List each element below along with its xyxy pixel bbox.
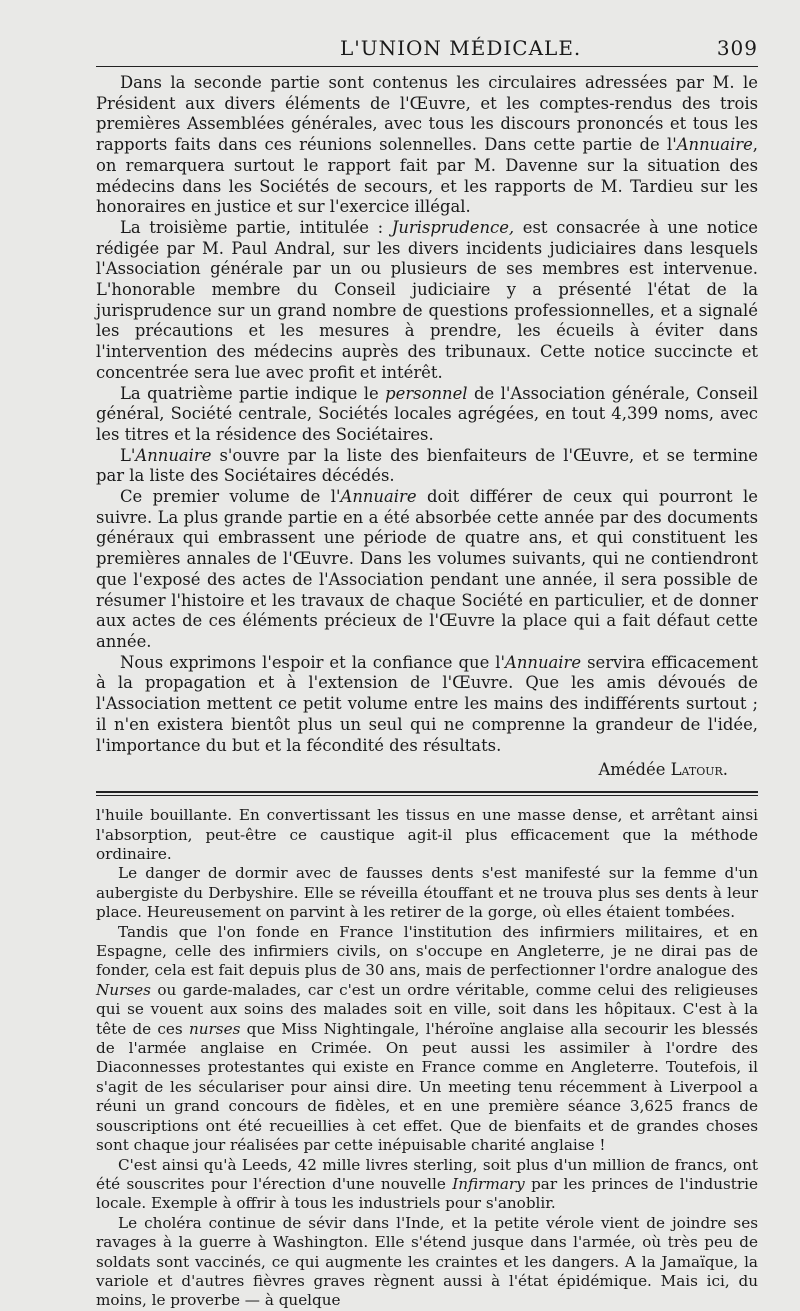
- text-span: Ce premier volume de l': [120, 487, 341, 507]
- text-span: de l'Association générale, Conseil général, Société centrale, Sociétés locales agrégées, en tout 4,399 noms, avec les titres et la résidence des Sociétaires.: [96, 383, 758, 444]
- article-paragraph: [96, 73, 758, 218]
- italic-title: Annuaire: [505, 652, 582, 672]
- author-signature: [96, 760, 728, 779]
- text-span: ou garde-malades, car c'est un ordre véritable, comme celui des religieuses qui se vouent aux soins des malades soit en ville, soit dans les hôpitaux. C'est à la tête de ces: [96, 980, 758, 1038]
- italic-word: Nurses: [96, 980, 151, 999]
- feuilleton-paragraph: [96, 1156, 758, 1214]
- italic-word: nurses: [188, 1019, 241, 1038]
- author-last-name: Latour.: [670, 760, 728, 780]
- text-span: que Miss Nightingale, l'héroïne anglaise alla secourir les blessés de l'armée anglaise en Crimée. On peut aussi les assimiler à l'ordre des Diaconnesses protestantes qui existe en France comme en Angleterre. Toutefois, il s'agit de les séculariser pour ainsi dire. Un meeting tenu récemment à Liverpool a réuni un grand concours de fidèles, et en une première séance 3,625 francs de souscriptions ont été recueillies à cet effet. Que de bienfaits et de grandes choses sont chaque jour réalisées par cette inépuisable charité anglaise !: [96, 1019, 758, 1155]
- text-span: L': [120, 445, 136, 465]
- text-span: doit différer de ceux qui pourront le suivre. La plus grande partie en a été absorbée cette année par des documents généraux qui embrassent une période de quatre ans, et qui constituent les premières annales de l'Œuvre. Dans les volumes suivants, qui ne contiendront que l'exposé des actes de l'Association pendant une année, il sera possible de résumer l'histoire et les travaux de chaque Société en particulier, et de donner aux actes de ces éléments précieux de l'Œuvre la place qui a fait défaut cette année.: [96, 487, 758, 651]
- text-span: C'est ainsi qu'à Leeds, 42 mille livres sterling, soit plus d'un million de francs, ont été souscrites pour l'érection d'une nouvelle: [96, 1155, 758, 1193]
- journal-title: L'UNION MÉDICALE.: [340, 36, 582, 60]
- feuilleton-paragraph: Le danger de dormir avec de fausses dents s'est manifesté sur la femme d'un aubergiste du Derbyshire. Elle se réveilla étouffant et ne trouva plus ses dents à leur place. Heureusement on parvint à les retirer de la gorge, où elles étaient tombées.: [96, 864, 758, 922]
- italic-title: Annuaire: [135, 445, 212, 465]
- article-paragraph: [96, 487, 758, 653]
- page-number: 309: [716, 36, 758, 60]
- article-paragraph: [96, 384, 758, 446]
- text-span: Nous exprimons l'espoir et la confiance que l': [120, 652, 506, 672]
- text-span: , on remarquera surtout le rapport fait par M. Davenne sur la situation des médecins dans les Sociétés de secours, et les rapports de M. Tardieu sur les honoraires en justice et sur l'exercice illégal.: [96, 135, 758, 217]
- feuilleton-body: [96, 806, 758, 1311]
- text-span: Dans la seconde partie sont contenus les circulaires adressées par M. le Président aux divers éléments de l'Œuvre, et les comptes-rendus des trois premières Assemblées générales, avec tous les discours prononcés et tous les rapports faits dans ces réunions solennelles. Dans cette partie de l': [96, 73, 758, 155]
- article-body: [96, 73, 758, 756]
- italic-title: personnel: [385, 383, 468, 403]
- italic-title: Annuaire: [676, 135, 753, 155]
- text-span: par les princes de l'industrie locale. Exemple à offrir à tous les industriels pour s'anoblir.: [96, 1174, 758, 1213]
- header-rule: [96, 66, 758, 67]
- text-span: La troisième partie, intitulée :: [120, 217, 392, 237]
- author-first-name: Amédée: [598, 760, 671, 780]
- feuilleton-paragraph: l'huile bouillante. En convertissant les tissus en une masse dense, et arrêtant ainsi l'absorption, peut-être ce caustique agit-il plus efficacement que la méthode ordinaire.: [96, 806, 758, 864]
- feuilleton-divider: [96, 791, 758, 796]
- article-paragraph: [96, 653, 758, 757]
- text-span: servira efficacement à la propagation et à l'extension de l'Œuvre. Que les amis dévoués de l'Association mettent ce petit volume entre les mains des indifférents surtout ; il n'en existera bientôt plus un seul qui ne comprenne la grandeur de l'idée, l'importance du but et la fécondité des résultats.: [96, 652, 758, 755]
- article-paragraph: [96, 218, 758, 384]
- italic-title: Annuaire: [340, 487, 417, 507]
- text-span: s'ouvre par la liste des bienfaiteurs de l'Œuvre, et se termine par la liste des Sociétaires décédés.: [96, 445, 758, 486]
- text-span: La quatrième partie indique le: [120, 383, 386, 403]
- text-span: Tandis que l'on fonde en France l'institution des infirmiers militaires, et en Espagne, celle des infirmiers civils, on s'occupe en Angleterre, je ne dirai pas de fonder, cela est fait depuis plus de 30 ans, mais de perfectionner l'ordre analogue des: [96, 922, 758, 980]
- italic-word: Infirmary: [452, 1174, 525, 1193]
- text-span: est consacrée à une notice rédigée par M. Paul Andral, sur les divers incidents judiciaires dans lesquels l'Association générale par un ou plusieurs de ses membres est intervenue. L'honorable membre du Conseil judiciaire y a présenté l'état de la jurisprudence sur un grand nombre de questions professionnelles, et a signalé les précautions et les mesures à prendre, les écueils à éviter dans l'intervention des médecins auprès des tribunaux. Cette notice succincte et concentrée sera lue avec profit et intérêt.: [96, 217, 758, 382]
- italic-title: Jurisprudence,: [391, 217, 515, 237]
- article-paragraph: [96, 446, 758, 487]
- feuilleton-paragraph: [96, 923, 758, 1156]
- running-head: [96, 30, 758, 60]
- feuilleton-paragraph: Le choléra continue de sévir dans l'Inde, et la petite vérole vient de joindre ses ravages à la guerre à Washington. Elle s'étend jusque dans l'armée, où très peu de soldats sont vaccinés, ce qui augmente les craintes et les dangers. A la Jamaïque, la variole et d'autres fièvres graves règnent aussi à l'état épidémique. Mais ici, du moins, le proverbe — à quelque: [96, 1213, 758, 1310]
